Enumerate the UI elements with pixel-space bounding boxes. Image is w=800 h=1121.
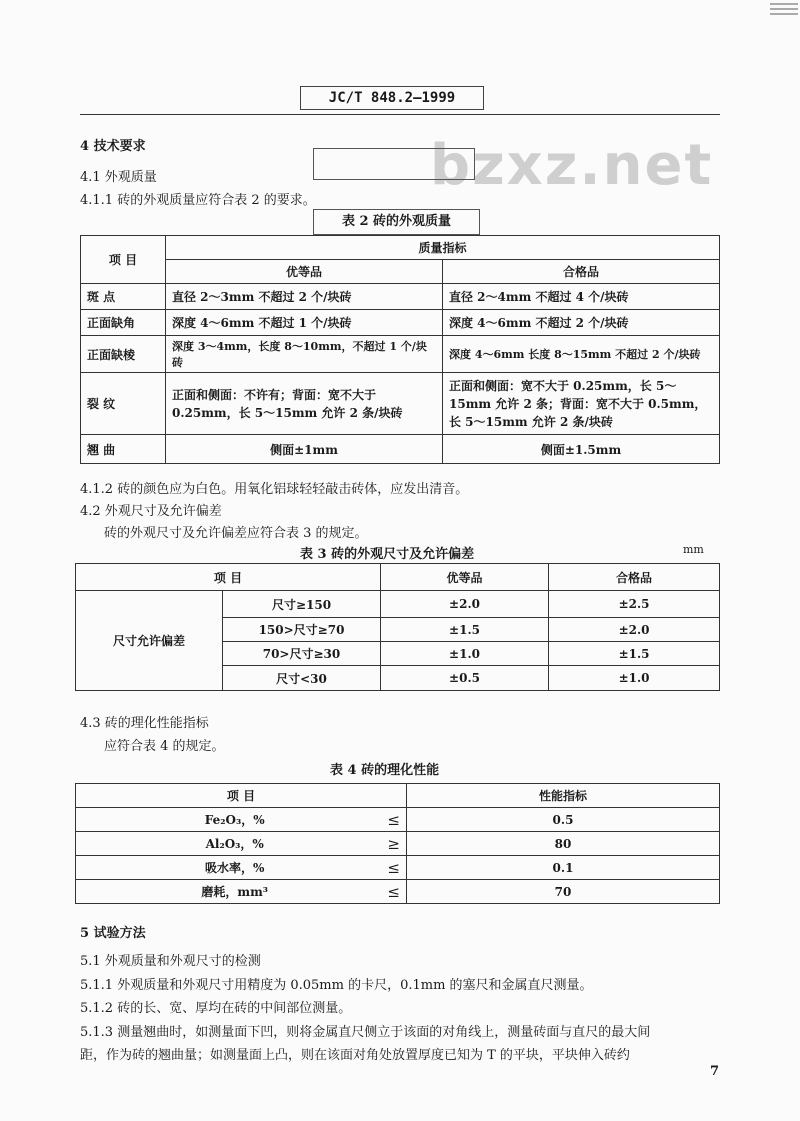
table3-unit: mm — [683, 543, 704, 556]
watermark: bzxz.net — [430, 133, 714, 198]
section-5-heading: 5 试验方法 — [80, 926, 146, 941]
cell-a: ±1.5 — [380, 618, 548, 642]
cell-b: ±1.0 — [549, 666, 720, 691]
cell-b: ±2.5 — [549, 591, 720, 618]
table-row — [81, 373, 720, 435]
cell-range: 70>尺寸≥30 — [223, 642, 381, 666]
cell-range: 尺寸<30 — [223, 666, 381, 691]
header-divider — [80, 114, 720, 115]
cell-item: Fe₂O₃，% — [204, 812, 265, 827]
cell-value: 0.1 — [407, 856, 720, 880]
section-4-1-heading: 4.1 外观质量 — [80, 170, 157, 185]
table4 — [75, 783, 720, 904]
cell-item: 裂 纹 — [81, 373, 166, 435]
cell-item: 正面缺角 — [81, 310, 166, 336]
cell-a: ±0.5 — [380, 666, 548, 691]
comparison-operator: ≤ — [387, 858, 400, 877]
cell-value: 0.5 — [407, 808, 720, 832]
table-row — [76, 832, 720, 856]
table3-caption: 表 3 砖的外观尺寸及允许偏差 — [300, 547, 475, 562]
table3-group-label: 尺寸允许偏差 — [76, 591, 223, 691]
cell-b: 侧面±1.5mm — [443, 435, 720, 464]
table4-caption: 表 4 砖的理化性能 — [330, 763, 440, 778]
table2-header-a: 优等品 — [166, 260, 443, 284]
cell-item: Al₂O₃，% — [205, 836, 264, 851]
section-5-1-3-continuation: 距，作为砖的翘曲量；如测量面上凸，则在该面对角处放置厚度已知为 T 的平块，平块伸入砖约 — [80, 1048, 630, 1063]
table-row — [76, 880, 720, 904]
cell-a: 直径 2～3mm 不超过 2 个/块砖 — [166, 284, 443, 310]
table2 — [80, 235, 720, 464]
cell-b: ±2.0 — [549, 618, 720, 642]
cell-a: 侧面±1mm — [166, 435, 443, 464]
cell-value: 80 — [407, 832, 720, 856]
page-menu-icon[interactable] — [770, 0, 798, 16]
table2-header-b: 合格品 — [443, 260, 720, 284]
table-row — [76, 808, 720, 832]
table3-header-b: 合格品 — [549, 564, 720, 591]
cell-item: 翘 曲 — [81, 435, 166, 464]
cell-range: 150>尺寸≥70 — [223, 618, 381, 642]
page-number: 7 — [710, 1064, 720, 1079]
table2-header-item: 项 目 — [81, 236, 166, 284]
section-4-1-1-text: 4.1.1 砖的外观质量应符合表 2 的要求。 — [80, 193, 316, 208]
watermark-box — [313, 148, 475, 180]
section-4-3-text: 应符合表 4 的规定。 — [104, 739, 225, 754]
cell-b: 深度 4～6mm 长度 8～15mm 不超过 2 个/块砖 — [443, 336, 720, 373]
cell-item: 正面缺棱 — [81, 336, 166, 373]
table-row — [81, 310, 720, 336]
table3 — [75, 563, 720, 691]
table4-header-item: 项 目 — [76, 784, 407, 808]
section-4-3-heading: 4.3 砖的理化性能指标 — [80, 716, 209, 731]
cell-range: 尺寸≥150 — [223, 591, 381, 618]
section-4-heading: 4 技术要求 — [80, 139, 146, 154]
section-4-2-heading: 4.2 外观尺寸及允许偏差 — [80, 504, 222, 519]
cell-a: 深度 4～6mm 不超过 1 个/块砖 — [166, 310, 443, 336]
table-row — [81, 336, 720, 373]
cell-item: 斑 点 — [81, 284, 166, 310]
comparison-operator: ≤ — [387, 882, 400, 901]
section-4-2-text: 砖的外观尺寸及允许偏差应符合表 3 的规定。 — [104, 526, 368, 541]
standard-number: JC/T 848.2—1999 — [300, 86, 484, 110]
table2-header-group: 质量指标 — [166, 236, 720, 260]
section-5-1-2-text: 5.1.2 砖的长、宽、厚均在砖的中间部位测量。 — [80, 1001, 352, 1016]
cell-b: 正面和侧面：宽不大于 0.25mm，长 5～15mm 允许 2 条；背面：宽不大于 0.5mm，长 5～15mm 允许 2 条/块砖 — [443, 373, 720, 435]
cell-a: 深度 3～4mm，长度 8～10mm，不超过 1 个/块砖 — [166, 336, 443, 373]
table4-header-value: 性能指标 — [407, 784, 720, 808]
section-5-1-3-text: 5.1.3 测量翘曲时，如测量面下凹，则将金属直尺侧立于该面的对角线上，测量砖面与直尺的最大间 — [80, 1025, 651, 1040]
cell-a: ±2.0 — [380, 591, 548, 618]
table-row — [81, 435, 720, 464]
cell-b: ±1.5 — [549, 642, 720, 666]
table3-header-item: 项 目 — [76, 564, 381, 591]
section-4-1-2-text: 4.1.2 砖的颜色应为白色。用氧化铝球轻轻敲击砖体，应发出清音。 — [80, 482, 469, 497]
comparison-operator: ≥ — [387, 834, 400, 853]
cell-b: 直径 2～4mm 不超过 4 个/块砖 — [443, 284, 720, 310]
section-5-1-1-text: 5.1.1 外观质量和外观尺寸用精度为 0.05mm 的卡尺，0.1mm 的塞尺和金属直尺测量。 — [80, 978, 593, 993]
cell-item: 磨耗，mm³ — [201, 884, 269, 899]
cell-item: 吸水率，% — [205, 860, 265, 875]
comparison-operator: ≤ — [387, 810, 400, 829]
table2-caption: 表 2 砖的外观质量 — [313, 209, 480, 235]
section-5-1-heading: 5.1 外观质量和外观尺寸的检测 — [80, 954, 261, 969]
cell-a: 正面和侧面：不许有；背面：宽不大于 0.25mm，长 5～15mm 允许 2 条/块砖 — [166, 373, 443, 435]
cell-b: 深度 4～6mm 不超过 2 个/块砖 — [443, 310, 720, 336]
table-row — [76, 591, 720, 618]
table-row — [81, 284, 720, 310]
cell-a: ±1.0 — [380, 642, 548, 666]
cell-value: 70 — [407, 880, 720, 904]
table-row — [76, 856, 720, 880]
table3-header-a: 优等品 — [380, 564, 548, 591]
